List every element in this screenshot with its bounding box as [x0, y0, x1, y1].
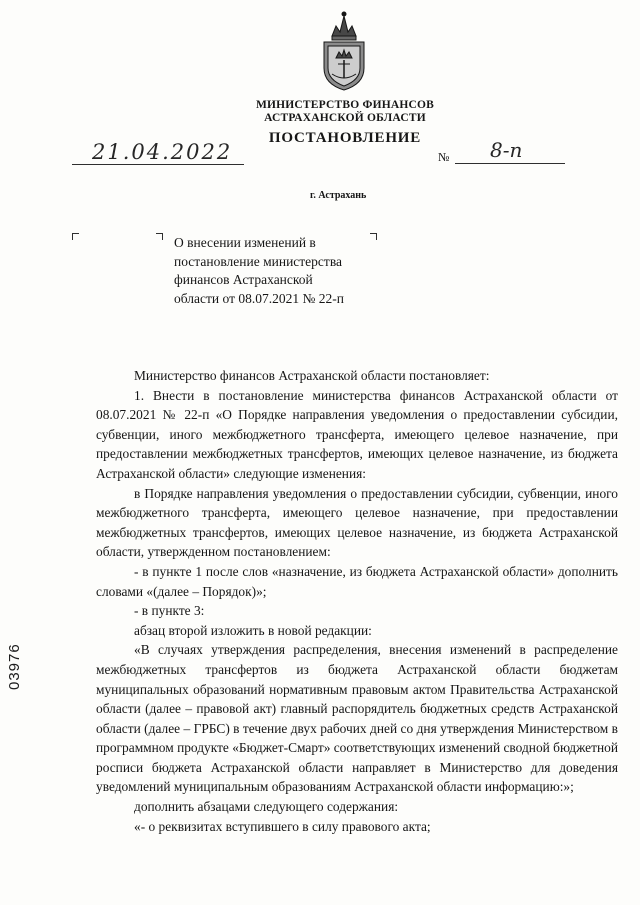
body-paragraph: 1. Внести в постановление министерства финансов Астраханской области от 08.07.2021 № 22-п «О Порядке направления уведомления о предоставлении субсидии, субвенции, иного межбюджетного трансферта, имеющего целевое назначение, при предоставлении межбюджетных трансфертов, имеющих целевое назначение, из бюджета Астраханской области» следующие изменения: [96, 387, 618, 481]
registration-number-vertical: 03976 [6, 643, 23, 690]
body-paragraph: - в пункте 3: [134, 603, 205, 619]
document-number: 8-п [490, 138, 523, 162]
coat-of-arms-emblem [314, 6, 374, 94]
subject-line: области от 08.07.2021 № 22-п [174, 290, 344, 306]
subject-line: О внесении изменений в [174, 235, 316, 250]
body-paragraph: «В случаях утверждения распределения, внесения изменений в распределение межбюджетных трансфертов из бюджета Астраханской области бюджетам муниципальных образований нормативным правовым актом Правительства Астраханской области (далее – правовой акт) главный распорядитель бюджетных средств Астраханской области (далее – ГРБС) в течение двух рабочих дней со дня утверждения Министерством в программном продукте «Бюджет-Смарт» соответствующих изменений сводной бюджетной росписи бюджета Астраханской области направляет в Министерство для доведения уведомлений муниципальным образованиям Астраханской области информацию:»; [96, 642, 618, 795]
document-date: 21.04.2022 [92, 140, 233, 164]
subject-bracket-left [72, 233, 79, 240]
ministry-name-line2: АСТРАХАНСКОЙ ОБЛАСТИ [264, 112, 426, 124]
subject-bracket-middle [156, 233, 163, 240]
date-underline [72, 164, 244, 165]
number-underline [455, 163, 565, 164]
city-name: г. Астрахань [310, 190, 367, 201]
document-body [96, 366, 618, 836]
subject-line: постановление министерства [174, 253, 343, 269]
body-paragraph: дополнить абзацами следующего содержания: [134, 799, 399, 815]
subject-line: финансов Астраханской [174, 272, 313, 287]
body-paragraph: «- о реквизитах вступившего в силу правового акта; [134, 818, 431, 834]
number-sign: № [438, 150, 450, 164]
body-paragraph: абзац второй изложить в новой редакции: [134, 622, 372, 638]
document-type-title: ПОСТАНОВЛЕНИЕ [268, 130, 422, 146]
document-subject [174, 234, 374, 308]
body-paragraph: - в пункте 1 после слов «назначение, из бюджета Астраханской области» дополнить словами «(далее – Порядок)»; [96, 563, 618, 599]
ministry-name-line1: МИНИСТЕРСТВО ФИНАНСОВ [255, 99, 435, 111]
body-paragraph: Министерство финансов Астраханской области постановляет: [134, 368, 490, 383]
body-paragraph: в Порядке направления уведомления о предоставлении субсидии, субвенции, иного межбюджетного трансферта, имеющего целевое назначение, при предоставлении межбюджетных трансфертов, имеющих целевое назначение, из бюджета Астраханской области, утвержденном постановлением: [96, 485, 618, 560]
